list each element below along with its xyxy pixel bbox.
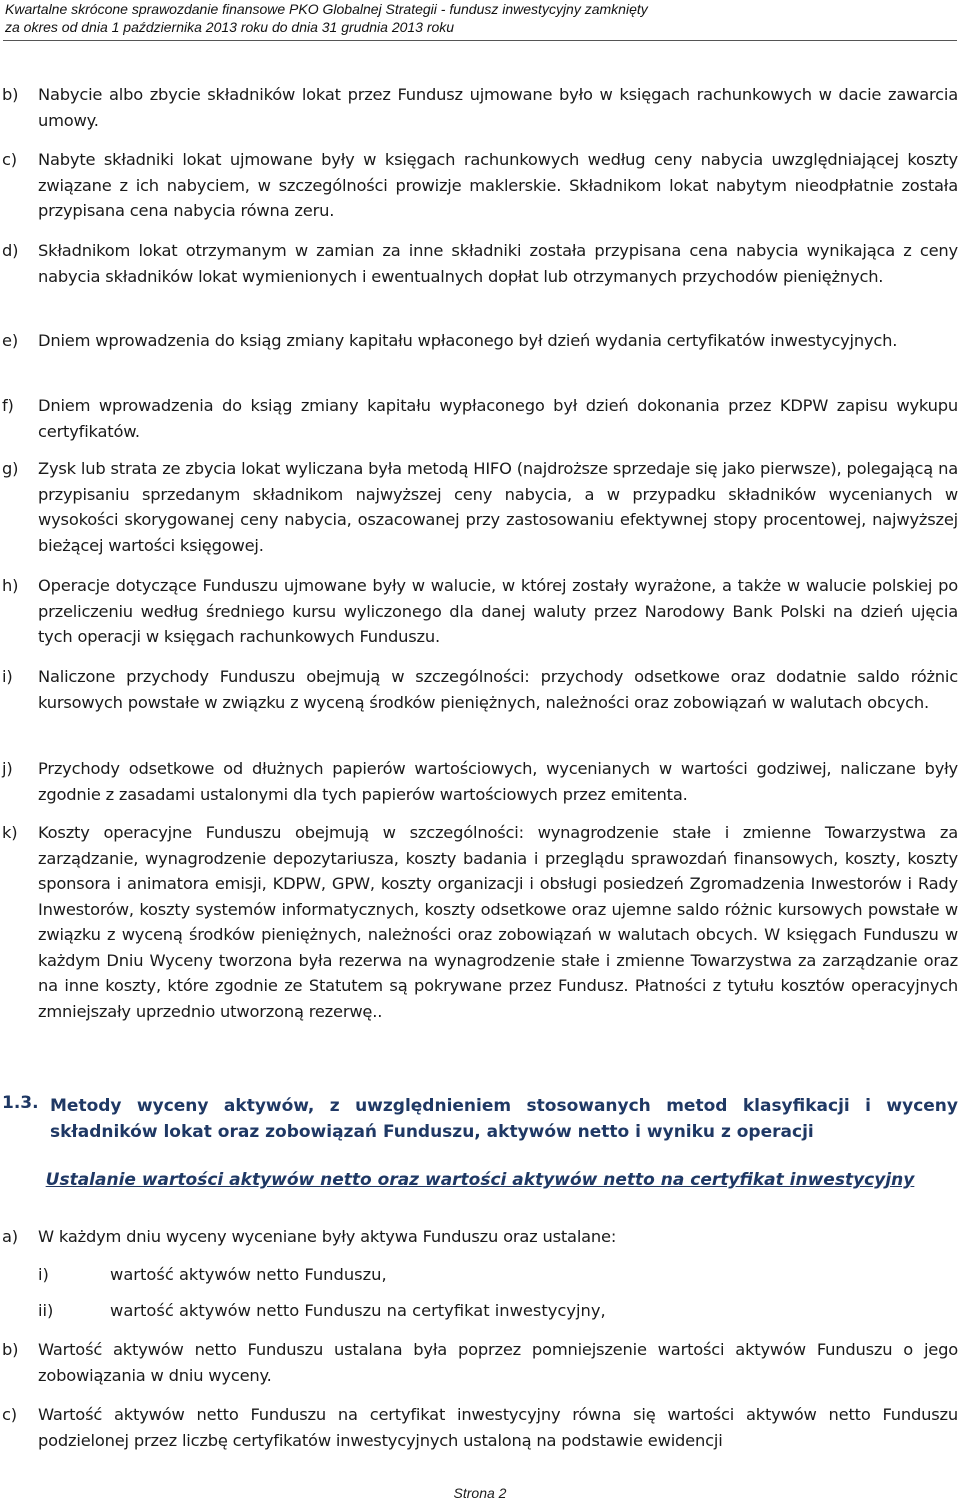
item-letter: c): [2, 150, 17, 169]
list-item-c: [2, 147, 958, 224]
list-item-f: [2, 393, 958, 444]
page-number: Strona 2: [453, 1485, 507, 1501]
sub-item-letter: i): [38, 1265, 49, 1284]
item-letter: f): [2, 396, 14, 415]
list-item-i: [2, 664, 958, 715]
item-text: Operacje dotyczące Funduszu ujmowane były w walucie, w której zostały wyrażone, a także w walucie polskiej po przeliczeniu według średniego kursu wyliczonego dla danej waluty przez Narodowy Bank Polski na dzień ujęcia tych operacji w księgach rachunkowych Funduszu.: [38, 576, 958, 646]
list-item-h: [2, 573, 958, 650]
list-item-j: [2, 756, 958, 807]
item-letter: c): [2, 1405, 17, 1424]
list-item-b: [2, 82, 958, 133]
item-letter: j): [2, 759, 13, 778]
item-text: Wartość aktywów netto Funduszu na certyfikat inwestycyjny równa się wartości aktywów netto Funduszu podzielonej przez liczbę certyfikatów inwestycyjnych ustaloną na podstawie ewidencji: [38, 1405, 958, 1450]
item-letter: b): [2, 1340, 19, 1359]
item-letter: b): [2, 85, 19, 104]
item-text: W każdym dniu wyceny wyceniane były aktywa Funduszu oraz ustalane:: [38, 1227, 617, 1246]
item-letter: a): [2, 1227, 18, 1246]
item-text: Dniem wprowadzenia do ksiąg zmiany kapitału wpłaconego był dzień wydania certyfikatów inwestycyjnych.: [38, 331, 898, 350]
item-text: Wartość aktywów netto Funduszu ustalana była poprzez pomniejszenie wartości aktywów Funduszu o jego zobowiązania w dniu wyceny.: [38, 1340, 958, 1385]
item-text: Nabyte składniki lokat ujmowane były w księgach rachunkowych według ceny nabycia uwzględniającej koszty związane z ich nabyciem, w szczególności prowizje maklerskie. Składnikom lokat nabytym nieodpłatnie została przypisana cena nabycia równa zeru.: [38, 150, 958, 220]
header-period: za okres od dnia 1 października 2013 roku do dnia 31 grudnia 2013 roku: [5, 19, 455, 35]
sub-item-letter: ii): [38, 1301, 54, 1320]
header-divider: [3, 40, 957, 41]
list-item-e: [2, 328, 958, 354]
item-text: Naliczone przychody Funduszu obejmują w szczególności: przychody odsetkowe oraz dodatnie saldo różnic kursowych powstałe w związku z wyceną środków pieniężnych, należności oraz zobowiązań w walutach obcych.: [38, 667, 958, 712]
item-letter: e): [2, 331, 18, 350]
sub-item-text: wartość aktywów netto Funduszu na certyfikat inwestycyjny,: [110, 1301, 606, 1320]
list-item-a: [2, 1224, 958, 1250]
list-item-c2: [2, 1402, 958, 1453]
item-text: Przychody odsetkowe od dłużnych papierów wartościowych, wycenianych w wartości godziwej, naliczane były zgodnie z zasadami ustalonymi dla tych papierów wartościowych przez emitenta.: [38, 759, 958, 804]
subsection-title: Ustalanie wartości aktywów netto oraz wartości aktywów netto na certyfikat inwestycyjny: [45, 1170, 915, 1190]
item-letter: d): [2, 241, 19, 260]
item-letter: h): [2, 576, 19, 595]
list-item-b2: [2, 1337, 958, 1388]
item-letter: k): [2, 823, 18, 842]
list-item-d: [2, 238, 958, 289]
list-item-g: [2, 456, 958, 558]
item-text: Dniem wprowadzenia do ksiąg zmiany kapitału wypłaconego był dzień dokonania przez KDPW zapisu wykupu certyfikatów.: [38, 396, 958, 441]
sub-item-text: wartość aktywów netto Funduszu,: [110, 1265, 387, 1284]
item-text: Zysk lub strata ze zbycia lokat wyliczana była metodą HIFO (najdroższe sprzedaje się jako pierwsze), polegającą na przypisaniu sprzedanym składnikom najwyższej ceny nabycia, a w przypadku składników wycenianych w wysokości skorygowanej ceny nabycia, oszacowanej przy zastosowaniu efektywnej stopy procentowej, najwyższej bieżącej wartości księgowej.: [38, 459, 958, 555]
page-header: [5, 0, 955, 36]
header-title: Kwartalne skrócone sprawozdanie finansowe PKO Globalnej Strategii - fundusz inwestycyjny zamknięty: [5, 1, 648, 17]
item-letter: i): [2, 667, 13, 686]
section-title: Metody wyceny aktywów, z uwzględnieniem stosowanych metod klasyfikacji i wyceny składników lokat oraz zobowiązań Funduszu, aktywów netto i wyniku z operacji: [50, 1096, 958, 1142]
item-text: Składnikom lokat otrzymanym w zamian za inne składniki została przypisana cena nabycia wynikająca z ceny nabycia składników lokat wymienionych i ewentualnych dopłat lub otrzymanych przychodów pieniężnych.: [38, 241, 958, 286]
item-text: Nabycie albo zbycie składników lokat przez Fundusz ujmowane było w księgach rachunkowych w dacie zawarcia umowy.: [38, 85, 958, 130]
list-item-k: [2, 820, 958, 1024]
section-number: 1.3.: [2, 1093, 39, 1113]
item-letter: g): [2, 459, 19, 478]
item-text: Koszty operacyjne Funduszu obejmują w szczególności: wynagrodzenie stałe i zmienne Towarzystwa za zarządzanie, wynagrodzenie depozytariusza, koszty badania i przeglądu sprawozdań finansowych, koszty, koszty sponsora i animatora emisji, KDPW, GPW, koszty organizacji i obsługi posiedzeń Zgromadzenia Inwestorów i Rady Inwestorów, koszty systemów informatycznych, koszty odsetkowe oraz ujemne saldo różnic kursowych powstałe w związku z wyceną środków pieniężnych, należności oraz zobowiązań w walutach obcych. W księgach Funduszu w każdym Dniu Wyceny tworzona była rezerwa na wynagrodzenie stałe i zmienne Towarzystwa za zarządzanie oraz na inne koszty, które zgodnie ze Statutem są pokrywane przez Fundusz. Płatności z tytułu kosztów operacyjnych zmniejszały uprzednio utworzoną rezerwę..: [38, 823, 958, 1021]
